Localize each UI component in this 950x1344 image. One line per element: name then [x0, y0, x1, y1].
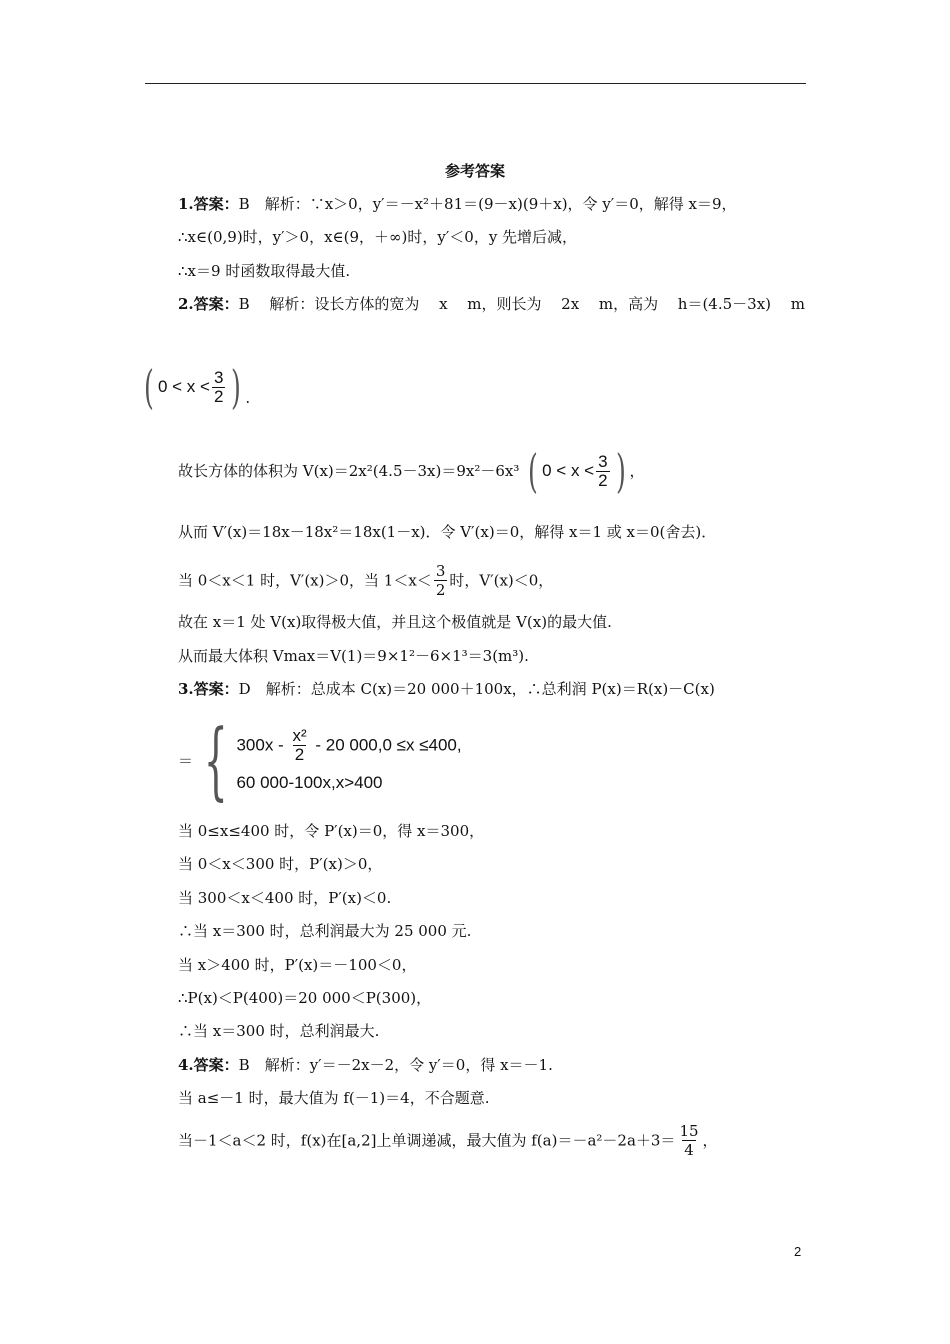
page-number: 2: [794, 1244, 802, 1259]
q2-answer: B: [238, 295, 250, 313]
q2-mono-fraction: $\frac{3}{2}$: [435, 562, 446, 599]
q2-monotonic: 当 0＜x＜1 时，V′(x)＞0，当 1＜x＜ $\frac{3}{2}$ 时，V′(x)＜0，: [178, 562, 554, 599]
q3-line-a: 当 0≤x≤400 时，令 P′(x)＝0，得 x＝300，: [178, 822, 485, 840]
q2-text-g: m: [790, 295, 805, 313]
q2-text-f: h＝(4.5－3x): [677, 295, 772, 313]
q4-fraction: $\frac{15}{4}$: [679, 1122, 699, 1159]
q2-line1: [178, 294, 805, 314]
q1-line3: ∴x＝9 时函数取得最大值.: [178, 262, 351, 280]
q2-domain-text: 0 < x <: [157, 377, 210, 396]
q2-derivative: 从而 V′(x)＝18x－18x²＝18x(1－x)．令 V′(x)＝0，解得 x＝1 或 x＝0(舍去)．: [178, 523, 717, 541]
page-title: 参考答案: [444, 162, 505, 180]
q3-line-c: 当 300＜x＜400 时，P′(x)＜0.: [178, 889, 392, 907]
q2-text-a: 解析：设长方体的宽为: [269, 295, 420, 313]
q3-line-e: 当 x＞400 时，P′(x)＝－100＜0，: [178, 956, 417, 974]
q3-case-1: 300x - $\frac{\text{x²}}{2}$ - 20 000,0 ≤x ≤400,: [236, 725, 462, 764]
q2-max-line: 故在 x＝1 处 V(x)取得极大值，并且这个极值就是 V(x)的最大值.: [178, 613, 612, 631]
q2-text-e: m，高为: [598, 295, 659, 313]
q3-line-d: ∴当 x＝300 时，总利润最大为 25 000 元.: [178, 922, 472, 940]
q1-line2: ∴x∈(0,9)时，y′＞0，x∈(9，＋∞)时，y′＜0，y 先增后减，: [178, 228, 578, 246]
q2-domain-fraction: $\frac{3}{2}$: [213, 367, 224, 406]
q4-label: 4.答案：: [178, 1056, 239, 1074]
q2-label: 2.答案：: [178, 295, 239, 313]
q4-line3: 当－1＜a＜2 时，f(x)在[a,2]上单调递减，最大值为 f(a)＝－a²－2a＋3＝ $\frac{15}{4}$ ，: [178, 1122, 718, 1159]
q1-text: B 解析：∵x＞0，y′＝－x²＋81＝(9－x)(9＋x)，令 y′＝0，解得 x＝9，: [238, 195, 737, 213]
q3-line-b: 当 0＜x＜300 时，P′(x)＞0，: [178, 855, 383, 873]
q2-text-b: x: [439, 295, 448, 313]
q3-line-f: ∴P(x)＜P(400)＝20 000＜P(300)，: [178, 989, 432, 1007]
q2-volume-domain: ( 0 < x < $\frac{3}{2}$ ): [528, 444, 626, 498]
q1-line1: [178, 194, 737, 214]
q2-text-c: m，则长为: [467, 295, 542, 313]
q2-domain: ( 0 < x < $\frac{3}{2}$ ) .: [140, 364, 250, 410]
q3-brace: {: [203, 711, 228, 809]
q4-line1: 4.答案：B 解析：y′＝－2x－2，令 y′＝0，得 x＝－1.: [178, 1056, 553, 1074]
q4-line2: 当 a≤－1 时，最大值为 f(－1)＝4，不合题意.: [178, 1089, 490, 1107]
q3-case-2: 60 000-100x,x>400: [236, 772, 383, 792]
q3-line1: 3.答案：D 解析：总成本 C(x)＝20 000＋100x，∴总利润 P(x)＝R(x)－C(x): [178, 680, 715, 698]
q3-line-g: ∴当 x＝300 时，总利润最大.: [178, 1022, 380, 1040]
header-rule: [145, 83, 806, 84]
q3-label: 3.答案：: [178, 680, 239, 698]
q2-vmax-line: 从而最大体积 Vmax＝V(1)＝9×1²－6×1³＝3(m³).: [178, 647, 529, 665]
q2-text-d: 2x: [561, 295, 580, 313]
q1-label: 1.答案：: [178, 195, 239, 213]
q2-domain-paren: ( 0 < x < $\frac{3}{2}$ ): [144, 360, 242, 414]
q2-volume-line: 故长方体的体积为 V(x)＝2x²(4.5－3x)＝9x²－6x³ ( 0 < x < $\frac{3}{2}$ ) ，: [178, 444, 645, 498]
q3-piecewise: ＝ { 300x - $\frac{\text{x²}}{2}$ - 20 000,0 ≤x ≤400, 60 000-100x,x>400: [178, 711, 462, 809]
